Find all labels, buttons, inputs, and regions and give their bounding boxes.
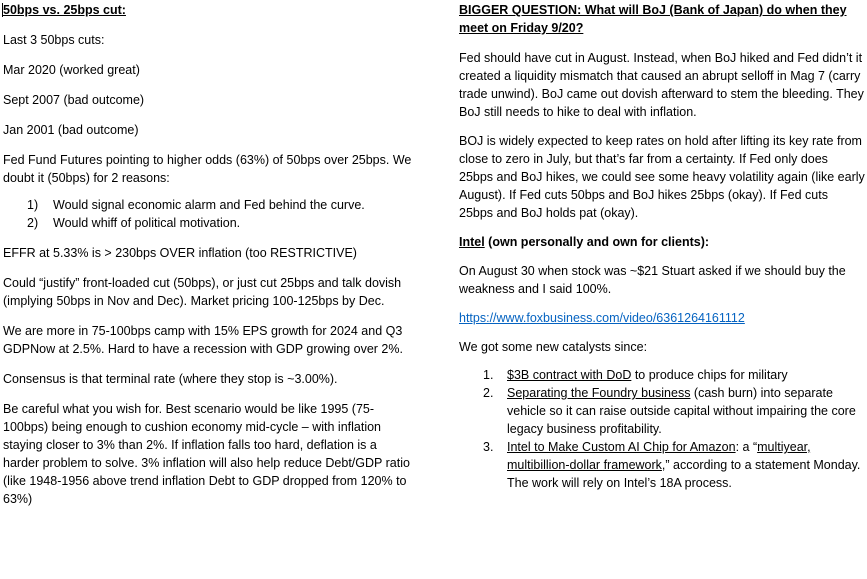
list-text: : a “ bbox=[735, 440, 758, 454]
justify-paragraph: Could “justify” front-loaded cut (50bps), or just cut 25bps and talk dovish (implying 50bps in Nov and Dec). Market pricing 100-125bps by Dec. bbox=[3, 276, 402, 308]
list-number: 1) bbox=[27, 198, 39, 212]
list-text: (cash burn) into separate vehicle so it can raise outside capital without impairing the core legacy business profitability. bbox=[507, 386, 856, 436]
intel-heading bbox=[459, 233, 865, 251]
right-column bbox=[459, 0, 865, 492]
catalyst-link[interactable]: Intel to Make Custom AI Chip for Amazon bbox=[507, 440, 736, 454]
catalyst-link[interactable]: $3B contract with DoD bbox=[507, 368, 632, 382]
cut-item: Mar 2020 (worked great) bbox=[3, 63, 140, 77]
list-item bbox=[3, 196, 413, 214]
list-text: ,” according to a statement Monday. The work will rely on Intel’s 18A process. bbox=[507, 458, 861, 490]
video-link[interactable]: https://www.foxbusiness.com/video/6361264161112 bbox=[459, 311, 745, 325]
list-item bbox=[459, 366, 865, 384]
list-item bbox=[459, 384, 865, 438]
camp-paragraph: We are more in 75-100bps camp with 15% EPS growth for 2024 and Q3 GDPNow at 2.5%. Hard to have a recession with GDP growing over 2%. bbox=[3, 324, 403, 356]
intel-paragraph: On August 30 when stock was ~$21 Stuart asked if we should buy the weakness and I said 100%. bbox=[459, 264, 846, 296]
left-heading: 50bps vs. 25bps cut: bbox=[3, 3, 126, 17]
list-number: 1. bbox=[483, 368, 494, 382]
list-text: to produce chips for military bbox=[631, 368, 788, 382]
video-link-line bbox=[459, 309, 865, 327]
boj-paragraph: BOJ is widely expected to keep rates on hold after lifting its key rate from close to zero in July, but that’s far from a certainty. If Fed only does 25bps and BoJ hikes, we could see some heavy volatility again (like early August). If Fed cuts 50bps and BoJ hikes 25bps (okay). If Fed cuts 25bps and BoJ holds pat (okay). bbox=[459, 134, 865, 220]
intel-heading-rest: (own personally and own for clients): bbox=[484, 235, 710, 249]
list-number: 2. bbox=[483, 386, 494, 400]
effr-paragraph: EFFR at 5.33% is > 230bps OVER inflation (too RESTRICTIVE) bbox=[3, 246, 357, 260]
left-column bbox=[3, 0, 413, 508]
catalyst-link[interactable]: Separating the Foundry business bbox=[507, 386, 691, 400]
futures-paragraph: Fed Fund Futures pointing to higher odds (63%) of 50bps over 25bps. We doubt it (50bps) for 2 reasons: bbox=[3, 153, 412, 185]
cut-item: Jan 2001 (bad outcome) bbox=[3, 123, 139, 137]
fed-paragraph: Fed should have cut in August. Instead, when BoJ hiked and Fed didn’t it created a liquidity mismatch that caused an abrupt selloff in Mag 7 (carry trade unwind). BoJ came out dovish afterward to stem the bleeding. They BoJ still needs to hike to deal with inflation. bbox=[459, 51, 864, 119]
consensus-paragraph: Consensus is that terminal rate (where they stop is ~3.00%). bbox=[3, 372, 338, 386]
list-text: Would signal economic alarm and Fed behind the curve. bbox=[53, 198, 365, 212]
catalysts-list bbox=[459, 366, 865, 492]
list-item bbox=[459, 438, 865, 492]
catalyst-link[interactable]: multiyear, multibillion-dollar framework bbox=[507, 440, 811, 472]
cuts-intro: Last 3 50bps cuts: bbox=[3, 33, 105, 47]
list-number: 3. bbox=[483, 440, 494, 454]
careful-paragraph: Be careful what you wish for. Best scenario would be like 1995 (75-100bps) being enough to cushion economy mid-cycle – with inflation staying closer to 3% than 2%. If inflation falls too hard, deflation is a harder problem to solve. 3% inflation will also help reduce Debt/GDP ratio (like 1948-1956 above trend inflation Debt to GDP dropped from 120% to 63%) bbox=[3, 402, 410, 506]
list-number: 2) bbox=[27, 216, 39, 230]
cut-item: Sept 2007 (bad outcome) bbox=[3, 93, 145, 107]
reasons-list bbox=[3, 196, 413, 232]
list-text: Would whiff of political motivation. bbox=[53, 216, 241, 230]
list-item bbox=[3, 214, 413, 232]
catalysts-intro: We got some new catalysts since: bbox=[459, 340, 648, 354]
intel-heading-underlined: Intel bbox=[459, 235, 485, 249]
right-heading: BIGGER QUESTION: What will BoJ (Bank of Japan) do when they meet on Friday 9/20? bbox=[459, 3, 847, 35]
